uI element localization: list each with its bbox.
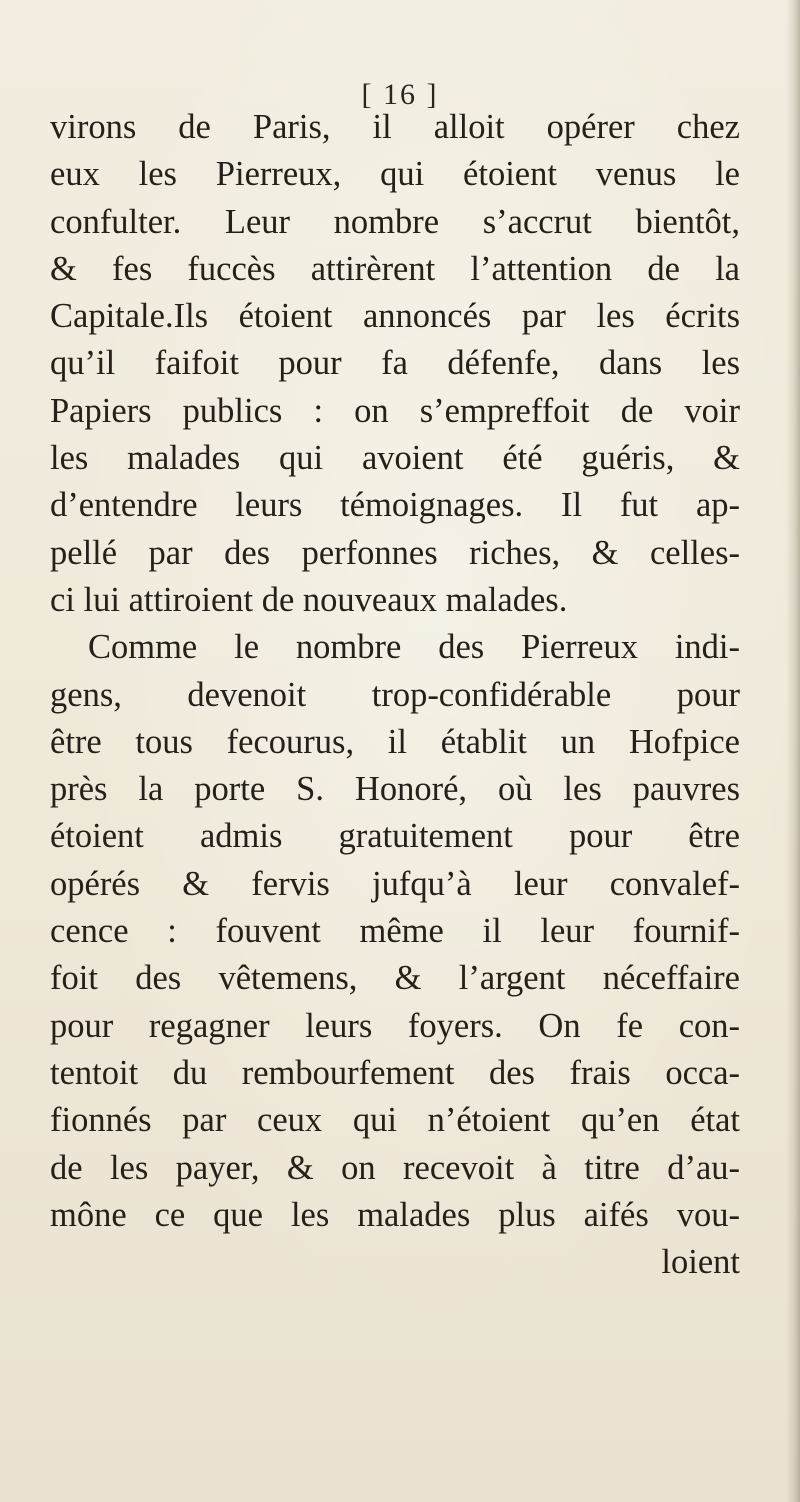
page-edge-shadow <box>786 0 800 1502</box>
text-line: de les payer, & on recevoit à titre d’au- <box>50 1148 740 1187</box>
text-line: eux les Pierreux, qui étoient venus le <box>50 155 740 194</box>
text-line: les malades qui avoient été guéris, & <box>50 439 740 478</box>
text-line: qu’il faifoit pour fa défenfe, dans les <box>50 344 740 383</box>
text-line: & fes fuccès attirèrent l’attention de la <box>50 249 740 288</box>
text-line: être tous fecourus, il établit un Hofpice <box>50 722 740 761</box>
text-line: opérés & fervis jufqu’à leur convalef- <box>50 864 740 903</box>
text-line: étoient admis gratuitement pour être <box>50 817 740 856</box>
text-line: Capitale.Ils étoient annoncés par les écrits <box>50 297 740 336</box>
text-line: fionnés par ceux qui n’étoient qu’en état <box>50 1101 740 1140</box>
text-line: gens, devenoit trop-confidérable pour <box>50 675 740 714</box>
page-number: [ 16 ] <box>361 78 439 111</box>
text-line: ci lui attiroient de nouveaux malades. <box>50 580 568 619</box>
text-line: mône ce que les malades plus aifés vou- <box>50 1195 740 1234</box>
text-line: près la porte S. Honoré, où les pauvres <box>50 770 740 809</box>
text-line: pour regagner leurs foyers. On fe con- <box>50 1006 740 1045</box>
text-line: virons de Paris, il alloit opérer chez <box>50 108 740 146</box>
text-line: cence : fouvent même il leur fournif- <box>50 912 740 951</box>
text-line: confulter. Leur nombre s’accrut bientôt, <box>50 202 740 241</box>
text-line: Comme le nombre des Pierreux indi- <box>88 628 740 667</box>
body-text <box>50 104 740 1286</box>
text-line: d’entendre leurs témoignages. Il fut ap- <box>50 486 740 525</box>
text-line: Papiers publics : on s’empreffoit de voir <box>50 391 740 430</box>
text-line: tentoit du rembourfement des frais occa- <box>50 1053 740 1092</box>
text-line: pellé par des perfonnes riches, & celles- <box>50 533 740 572</box>
catchword: loient <box>661 1243 740 1282</box>
text-line: foit des vêtemens, & l’argent néceffaire <box>50 959 740 998</box>
